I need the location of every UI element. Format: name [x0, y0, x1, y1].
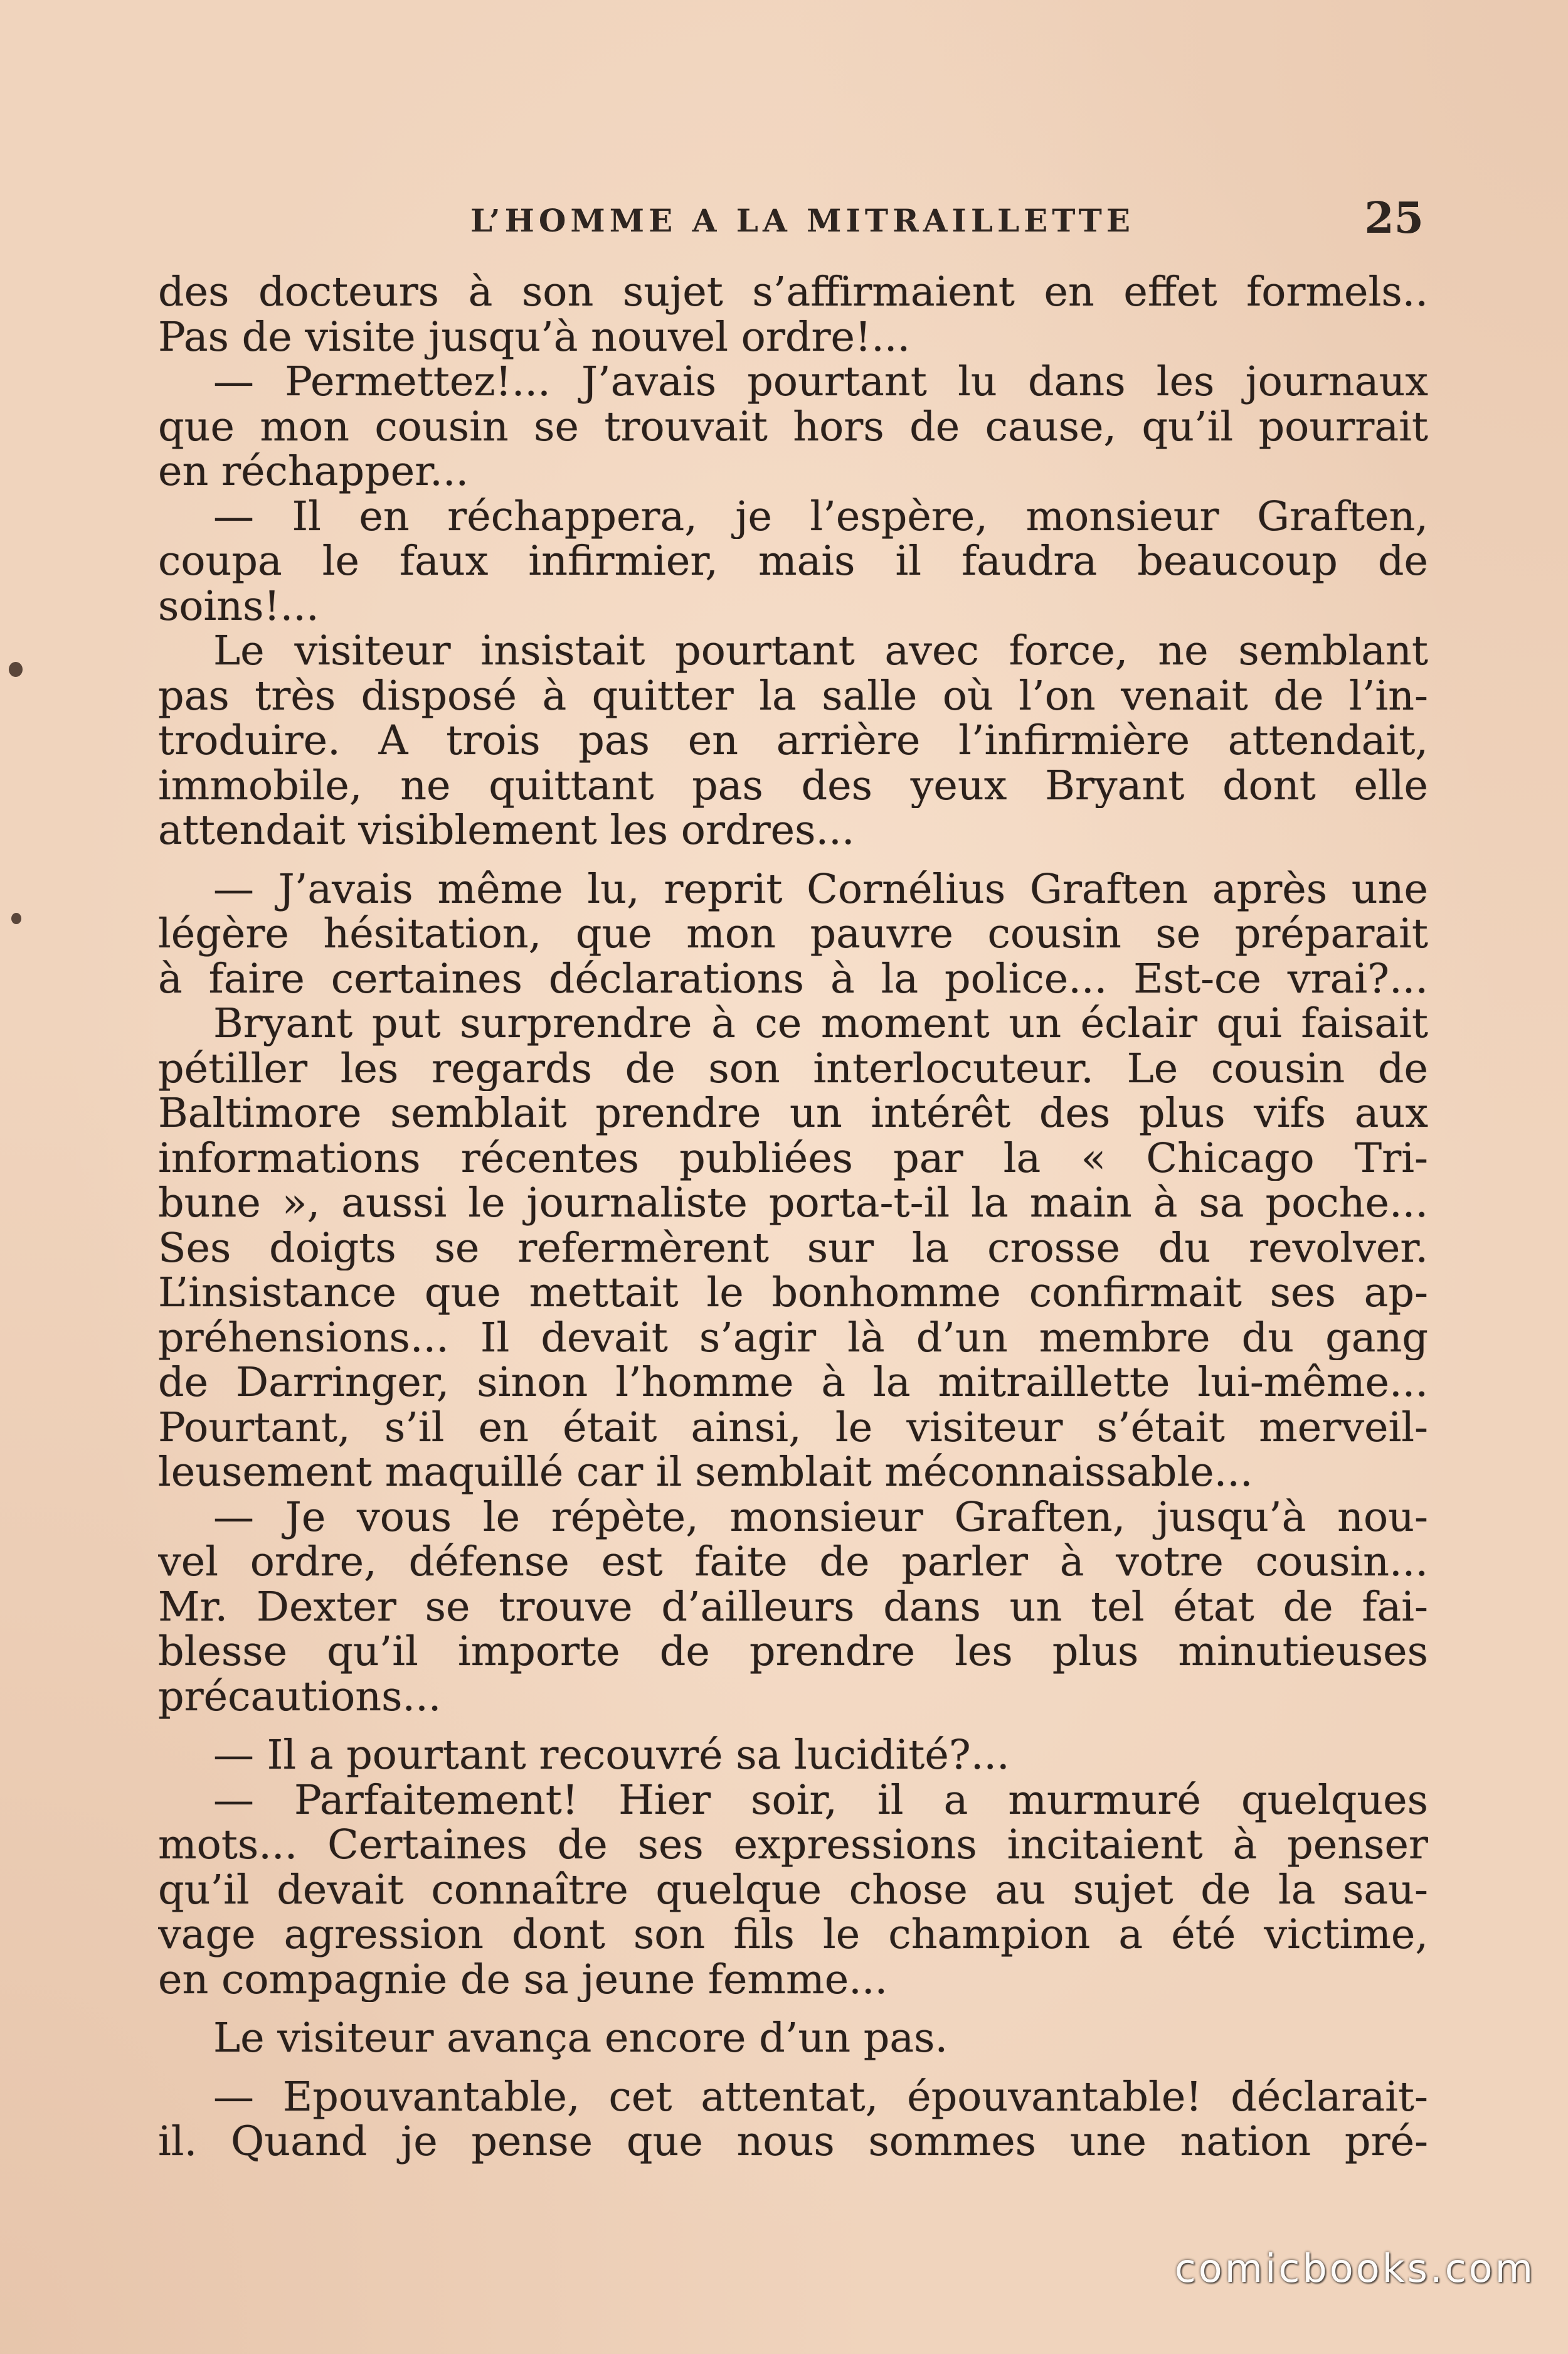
- text-line: en compagnie de sa jeune femme...: [158, 1957, 888, 2002]
- text-line: blesse qu’il importe de prendre les plus minutieuses: [158, 1629, 1428, 1675]
- body-text: [158, 270, 1428, 2165]
- text-line: Baltimore semblait prendre un intérêt des plus vifs aux: [158, 1091, 1428, 1136]
- text-line: — J’avais même lu, reprit Cornélius Graften après une: [213, 866, 1428, 912]
- paper-spot: [9, 662, 23, 677]
- text-line: troduire. A trois pas en arrière l’infirmière attendait,: [158, 718, 1428, 764]
- text-line: immobile, ne quittant pas des yeux Bryant dont elle: [158, 763, 1428, 808]
- text-line: préhensions... Il devait s’agir là d’un membre du gang: [158, 1315, 1428, 1360]
- page-number: 25: [1364, 193, 1424, 243]
- text-line: informations récentes publiées par la « Chicago Tri-: [158, 1136, 1428, 1181]
- text-line: coupa le faux infirmier, mais il faudra beaucoup de: [158, 539, 1428, 584]
- text-line: légère hésitation, que mon pauvre cousin se préparait: [158, 912, 1428, 957]
- text-line: vel ordre, défense est faite de parler à votre cousin...: [158, 1540, 1428, 1585]
- text-line: Mr. Dexter se trouve d’ailleurs dans un tel état de fai-: [158, 1584, 1428, 1629]
- text-line: mots... Certaines de ses expressions incitaient à penser: [158, 1823, 1428, 1868]
- paragraph-gap: [158, 853, 1428, 867]
- text-line: — Permettez!... J’avais pourtant lu dans les journaux: [213, 359, 1428, 405]
- paragraph-gap: [158, 2002, 1428, 2016]
- text-line: précautions...: [158, 1674, 442, 1719]
- text-line: — Je vous le répète, monsieur Graften, jusqu’à nou-: [213, 1494, 1428, 1540]
- text-line: — Parfaitement! Hier soir, il a murmuré quelques: [213, 1777, 1428, 1823]
- page-header: [157, 189, 1424, 246]
- text-line: soins!...: [158, 583, 319, 629]
- text-line: pétiller les regards de son interlocuteur. Le cousin de: [158, 1046, 1428, 1091]
- watermark: comicbooks.com: [1174, 2245, 1535, 2291]
- text-line: — Il en réchappera, je l’espère, monsieur Graften,: [213, 494, 1428, 539]
- text-line: Pourtant, s’il en était ainsi, le visiteur s’était merveil-: [158, 1405, 1428, 1450]
- text-line: — Epouvantable, cet attentat, épouvantable! déclarait-: [213, 2074, 1428, 2119]
- text-line: vage agression dont son fils le champion a été victime,: [158, 1912, 1428, 1957]
- text-line: Bryant put surprendre à ce moment un éclair qui faisait: [213, 1001, 1428, 1047]
- text-line: des docteurs à son sujet s’affirmaient en effet formels..: [158, 270, 1428, 315]
- text-line: pas très disposé à quitter la salle où l’on venait de l’in-: [158, 673, 1428, 718]
- running-title: L’HOMME A LA MITRAILLETTE: [470, 202, 1135, 239]
- text-line: bune », aussi le journaliste porta-t-il la main à sa poche...: [158, 1181, 1428, 1226]
- text-line: de Darringer, sinon l’homme à la mitraillette lui-même...: [158, 1360, 1428, 1405]
- paper-spot: [11, 913, 21, 924]
- text-line: il. Quand je pense que nous sommes une nation pré-: [158, 2119, 1428, 2165]
- text-line: attendait visiblement les ordres...: [158, 808, 855, 853]
- text-line: qu’il devait connaître quelque chose au sujet de la sau-: [158, 1867, 1428, 1912]
- text-line: L’insistance que mettait le bonhomme confirmait ses ap-: [158, 1270, 1428, 1316]
- text-line: Le visiteur avança encore d’un pas.: [213, 2016, 948, 2061]
- text-line: Pas de visite jusqu’à nouvel ordre!...: [158, 314, 911, 359]
- text-line: que mon cousin se trouvait hors de cause, qu’il pourrait: [158, 404, 1428, 449]
- text-line: — Il a pourtant recouvré sa lucidité?...: [213, 1733, 1010, 1778]
- paragraph-gap: [158, 1719, 1428, 1733]
- text-line: en réchapper...: [158, 449, 469, 494]
- text-line: Ses doigts se refermèrent sur la crosse du revolver.: [158, 1225, 1428, 1270]
- text-line: Le visiteur insistait pourtant avec force, ne semblant: [213, 629, 1428, 674]
- paragraph-gap: [158, 2061, 1428, 2075]
- text-line: leusement maquillé car il semblait méconnaissable...: [158, 1450, 1253, 1495]
- text-line: à faire certaines déclarations à la police... Est-ce vrai?...: [158, 956, 1428, 1001]
